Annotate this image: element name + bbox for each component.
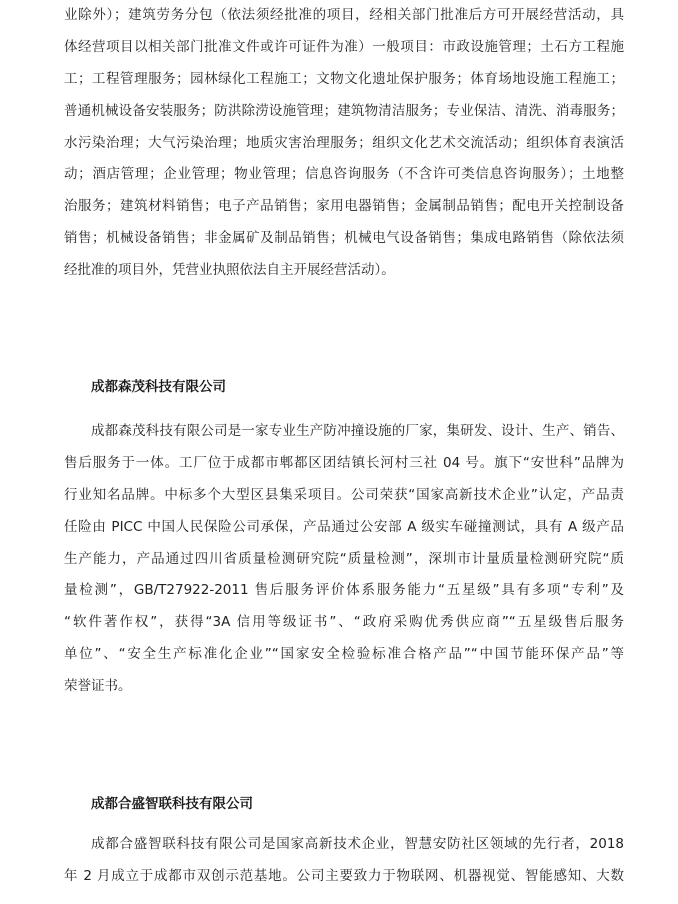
text-line: 普通机械设备安装服务；防洪除涝设施管理；建筑物清洁服务；专业保洁、清洗、消毒服务；: [64, 102, 624, 119]
text-line: 行业知名品牌。中标多个大型区县集采项目。公司荣获“国家高新技术企业”认定，产品责: [64, 486, 624, 503]
text-line: 成都森茂科技有限公司是一家专业生产防冲撞设施的厂家，集研发、设计、生产、销告、: [91, 423, 624, 439]
text-line: 销售；机械设备销售；非金属矿及制品销售；机械电气设备销售；集成电路销售（除依法须: [64, 230, 624, 247]
company-intro-senmao: [64, 416, 624, 703]
text-line: 任险由 PICC 中国人民保险公司承保，产品通过公安部 A 级实车碰撞测试，具有 A 级产品: [64, 518, 624, 535]
text-line: 经批准的项目外，凭营业执照依法自主开展经营活动）。: [64, 262, 395, 279]
text-line: 售后服务于一体。工厂位于成都市郫都区团结镇长河村三社 04 号。旗下“安世科”品牌为: [64, 454, 624, 471]
company-heading-senmao: 成都森茂科技有限公司: [91, 379, 226, 395]
text-line: 荣誉证书。: [64, 678, 132, 695]
business-scope-paragraph: [64, 0, 624, 287]
text-line: 业除外）；建筑劳务分包（依法须经批准的项目，经相关部门批准后方可开展经营活动，具: [64, 7, 624, 23]
text-line: 单位”、“安全生产标准化企业”“国家安全检验标准合格产品”“中国节能环保产品”等: [64, 646, 624, 663]
text-line: 治服务；建筑材料销售；电子产品销售；家用电器销售；金属制品销售；配电开关控制设备: [64, 198, 624, 215]
text-line: 动；酒店管理；企业管理；物业管理；信息咨询服务（不含许可类信息咨询服务）；土地整: [64, 166, 624, 183]
text-line: 量检测”，GB/T27922-2011 售后服务评价体系服务能力“五星级”具有多项“专利”及: [64, 582, 624, 599]
text-line: 水污染治理；大气污染治理；地质灾害治理服务；组织文化艺术交流活动；组织体育表演活: [64, 134, 624, 151]
text-line: “软件著作权”，获得“3A 信用等级证书”、“政府采购优秀供应商”“五星级售后服务: [64, 614, 624, 631]
text-line: 体经营项目以相关部门批准文件或许可证件为准）一般项目：市政设施管理；土石方工程施: [64, 38, 624, 55]
text-line: 工；工程管理服务；园林绿化工程施工；文物文化遗址保护服务；体育场地设施工程施工；: [64, 70, 624, 87]
text-line: 生产能力，产品通过四川省质量检测研究院“质量检测”，深圳市计量质量检测研究院“质: [64, 550, 624, 567]
text-line: 年 2 月成立于成都市双创示范基地。公司主要致力于物联网、机器视觉、智能感知、大数: [64, 867, 624, 884]
company-heading-hesheng: 成都合盛智联科技有限公司: [91, 796, 253, 812]
text-line: 成都合盛智联科技有限公司是国家高新技术企业，智慧安防社区领域的先行者，2018: [91, 836, 624, 852]
company-intro-hesheng: [64, 829, 624, 893]
